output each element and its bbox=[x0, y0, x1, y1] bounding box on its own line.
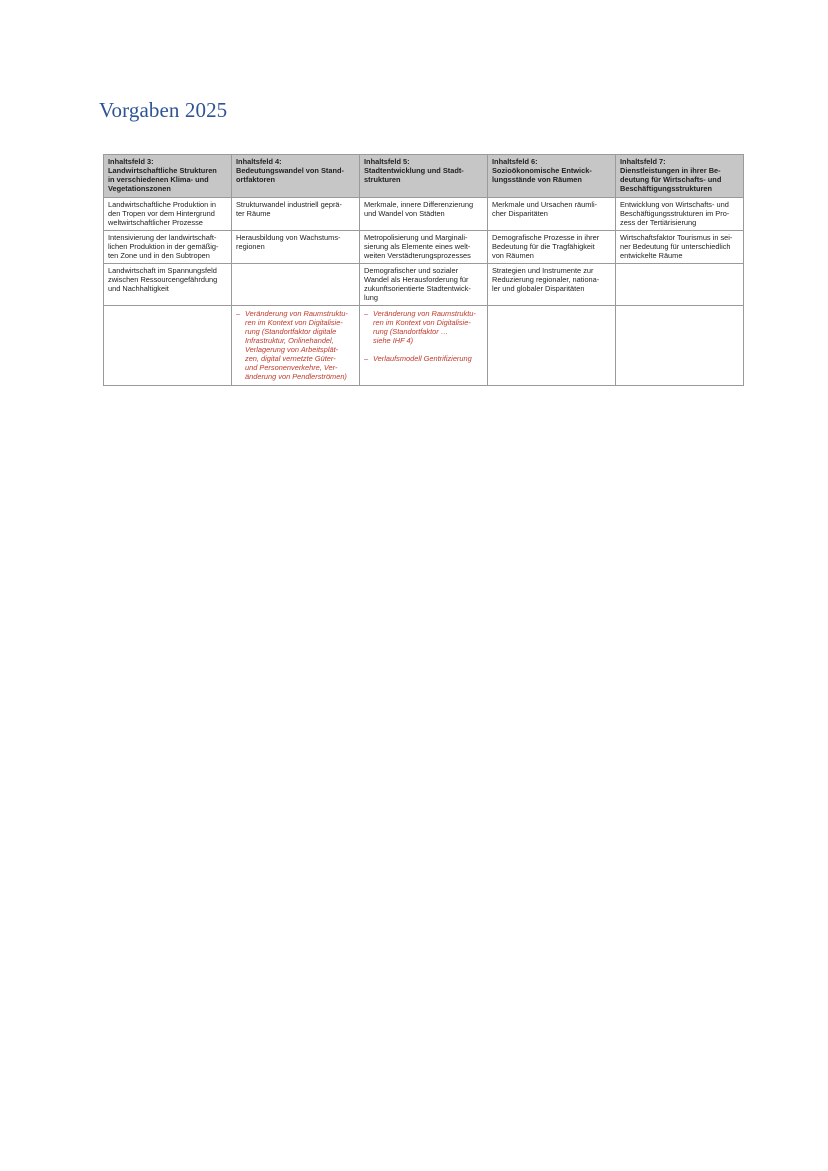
content-fields-table bbox=[103, 154, 744, 386]
table-cell bbox=[488, 198, 616, 231]
table-cell bbox=[616, 198, 744, 231]
table-cell bbox=[616, 264, 744, 306]
cell-text: Intensivierung der landwirtschaft- lichen Produktion in der gemäßig- ten Zone und in den Subtropen bbox=[108, 233, 219, 260]
table-cell bbox=[104, 264, 232, 306]
header-cell-if6 bbox=[488, 155, 616, 198]
table-cell bbox=[360, 264, 488, 306]
table-cell bbox=[104, 231, 232, 264]
addition-item bbox=[364, 309, 483, 345]
table-cell-empty bbox=[488, 306, 616, 386]
addition-item bbox=[364, 354, 483, 363]
table-header-row bbox=[104, 155, 744, 198]
header-cell-if7 bbox=[616, 155, 744, 198]
cell-text: Strukturwandel industriell geprä- ter Räume bbox=[236, 200, 342, 218]
cell-text: Demografische Prozesse in ihrer Bedeutung für die Tragfähigkeit von Räumen bbox=[492, 233, 600, 260]
cell-text: Demografischer und sozialer Wandel als Herausforderung für zukunftsorientierte Stadtentwick- lung bbox=[364, 266, 471, 302]
table-row-additions bbox=[104, 306, 744, 386]
table-cell-addition-if5 bbox=[360, 306, 488, 386]
dash-marker: – bbox=[364, 354, 369, 363]
addition-text: Verlaufsmodell Gentrifizierung bbox=[373, 354, 472, 363]
cell-text: Merkmale und Ursachen räumli- cher Disparitäten bbox=[492, 200, 598, 218]
header-cell-if3 bbox=[104, 155, 232, 198]
table-cell bbox=[360, 231, 488, 264]
table-row bbox=[104, 231, 744, 264]
addition-item bbox=[236, 309, 355, 381]
addition-text: Veränderung von Raumstruktu- ren im Kontext von Digitalisie- rung (Standortfaktor … siehe IHF 4) bbox=[373, 309, 476, 345]
table-row bbox=[104, 264, 744, 306]
table-cell bbox=[488, 231, 616, 264]
cell-text: Merkmale, innere Differenzierung und Wandel von Städten bbox=[364, 200, 474, 218]
cell-text: Landwirtschaft im Spannungsfeld zwischen Ressourcengefährdung und Nachhaltigkeit bbox=[108, 266, 218, 293]
table-cell bbox=[232, 231, 360, 264]
table-cell bbox=[232, 264, 360, 306]
table-cell-addition-if4 bbox=[232, 306, 360, 386]
header-label: Inhaltsfeld 3: Landwirtschaftliche Strukturen in verschiedenen Klima- und Vegetationszonen bbox=[108, 157, 217, 193]
dash-marker: – bbox=[236, 309, 241, 318]
cell-text: Metropolisierung und Marginali- sierung als Elemente eines welt- weiten Verstädterungsprozesses bbox=[364, 233, 471, 260]
cell-text: Herausbildung von Wachstums- regionen bbox=[236, 233, 341, 251]
dash-marker: – bbox=[364, 309, 369, 318]
table-cell bbox=[104, 198, 232, 231]
table-row bbox=[104, 198, 744, 231]
cell-text: Entwicklung von Wirtschafts- und Beschäftigungsstrukturen im Pro- zess der Tertiärisierung bbox=[620, 200, 730, 227]
header-label: Inhaltsfeld 7: Dienstleistungen in ihrer Be- deutung für Wirtschafts- und Beschäftigungsstrukturen bbox=[620, 157, 722, 193]
table-cell-empty bbox=[104, 306, 232, 386]
table-cell bbox=[488, 264, 616, 306]
page-title: Vorgaben 2025 bbox=[99, 98, 228, 122]
cell-text: Landwirtschaftliche Produktion in den Tropen vor dem Hintergrund weltwirtschaftlicher Prozesse bbox=[108, 200, 217, 227]
table-cell-empty bbox=[616, 306, 744, 386]
table-cell bbox=[616, 231, 744, 264]
header-label: Inhaltsfeld 6: Sozioökonomische Entwick- lungsstände von Räumen bbox=[492, 157, 592, 184]
header-label: Inhaltsfeld 4: Bedeutungswandel von Stand- ortfaktoren bbox=[236, 157, 344, 184]
cell-text: Strategien und Instrumente zur Reduzierung regionaler, nationa- ler und globaler Disparitäten bbox=[492, 266, 600, 293]
header-cell-if5 bbox=[360, 155, 488, 198]
cell-text: Wirtschaftsfaktor Tourismus in sei- ner Bedeutung für unterschiedlich entwickelte Räume bbox=[620, 233, 733, 260]
table-cell bbox=[232, 198, 360, 231]
table-cell bbox=[360, 198, 488, 231]
header-label: Inhaltsfeld 5: Stadtentwicklung und Stadt- strukturen bbox=[364, 157, 464, 184]
addition-text: Veränderung von Raumstruktu- ren im Kontext von Digitalisie- rung (Standortfaktor digitale Infrastruktur, Onlinehandel, Verlagerung von Arbeitsplät- zen, digital vernetzte Güter- und Personenverkehre, Ver- änderung von Pendlerströmen) bbox=[245, 309, 348, 381]
header-cell-if4 bbox=[232, 155, 360, 198]
